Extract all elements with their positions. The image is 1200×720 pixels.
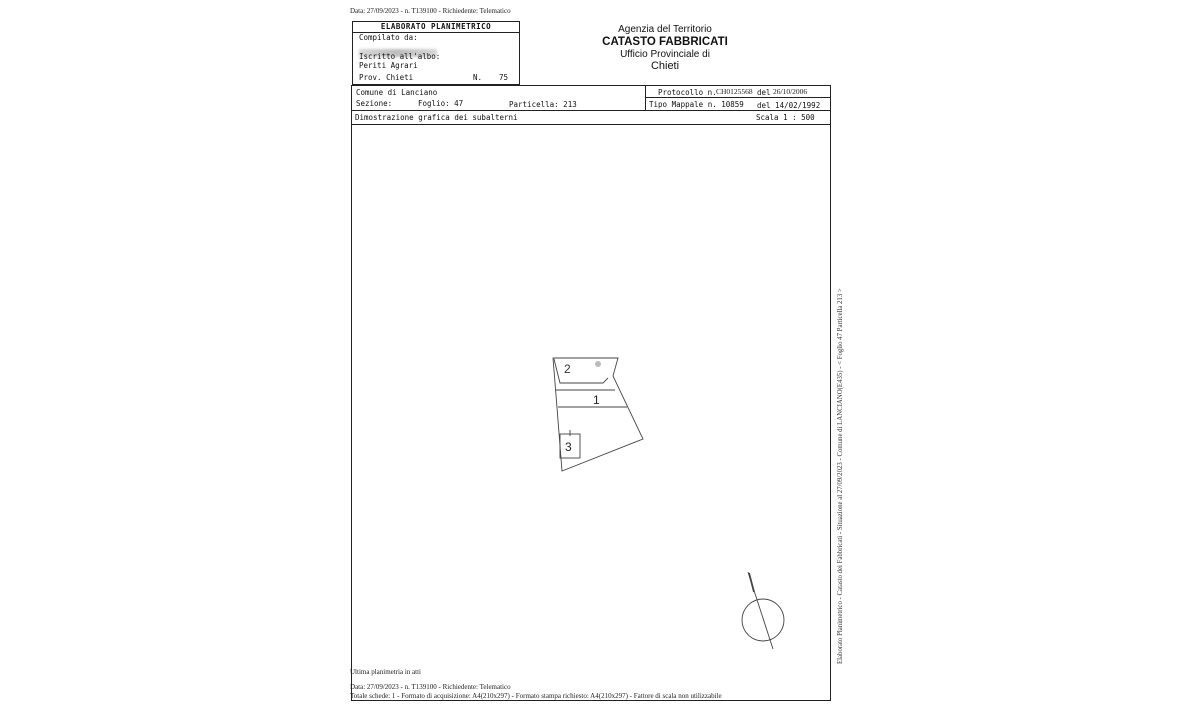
foglio: Foglio: 47 [418,99,464,108]
unit-label-1: 1 [593,393,600,407]
drawing-scale: Scala 1 : 500 [756,113,815,122]
protocollo-date: 26/10/2006 [773,87,808,96]
north-arrow-icon [735,570,791,652]
protocollo-label: Protocollo n. [658,88,717,97]
compiler-box [352,21,520,85]
tipo-mappale-date: del 14/02/1992 [757,101,821,110]
enrolled-label: Iscritto all'albo: [359,52,441,61]
last-plan-note: Ultima planimetria in atti [350,668,421,676]
particella: Particella: 213 [509,100,577,109]
unit-label-3: 3 [565,440,572,454]
form-title: ELABORATO PLANIMETRICO [353,22,519,33]
footer-totals: Totale schede: 1 - Formato di acquisizione: A4(210x297) - Formato stampa richiesto: A4(210x297) - Fattore di scala non utilizzabile [350,692,722,700]
register-name: Periti Agrari [359,61,418,70]
drawing-description: Dimostrazione grafica dei subalterni [355,113,518,122]
tipo-mappale: Tipo Mappale n. 10859 [649,100,744,109]
agency-line4: Chieti [650,60,680,72]
marker-dot [595,361,601,367]
comune: Comune di Lanciano [356,88,438,97]
province-label: Prov. Chieti [359,73,414,82]
print-header: Data: 27/09/2023 - n. T139100 - Richiedente: Telematico [350,7,511,15]
agency-line3: Ufficio Provinciale di [620,49,710,60]
number-label: N. [473,73,483,82]
del-label: del [757,88,771,97]
agency-line1: Agenzia del Territorio [618,24,712,35]
agency-line2: CATASTO FABBRICATI [602,36,728,48]
protocollo-number: CH0125568 [716,87,753,96]
number-value: 75 [499,73,509,82]
unit-label-2: 2 [564,362,571,376]
divider [645,97,831,98]
divider [351,124,831,125]
sezione-label: Sezione: [356,99,393,108]
footer-data: Data: 27/09/2023 - n. T139100 - Richiedente: Telematico [350,683,511,691]
side-caption: Elaborato Planimetrico - Catasto dei Fabbricati - Situazione al 27/09/2023 - Comune di LANCIANO(E435) - < Foglio 47 Particella 213 > [837,288,844,664]
divider [351,110,831,111]
site-plan [540,350,660,480]
compiled-by-label: Compilato da: [359,33,418,42]
